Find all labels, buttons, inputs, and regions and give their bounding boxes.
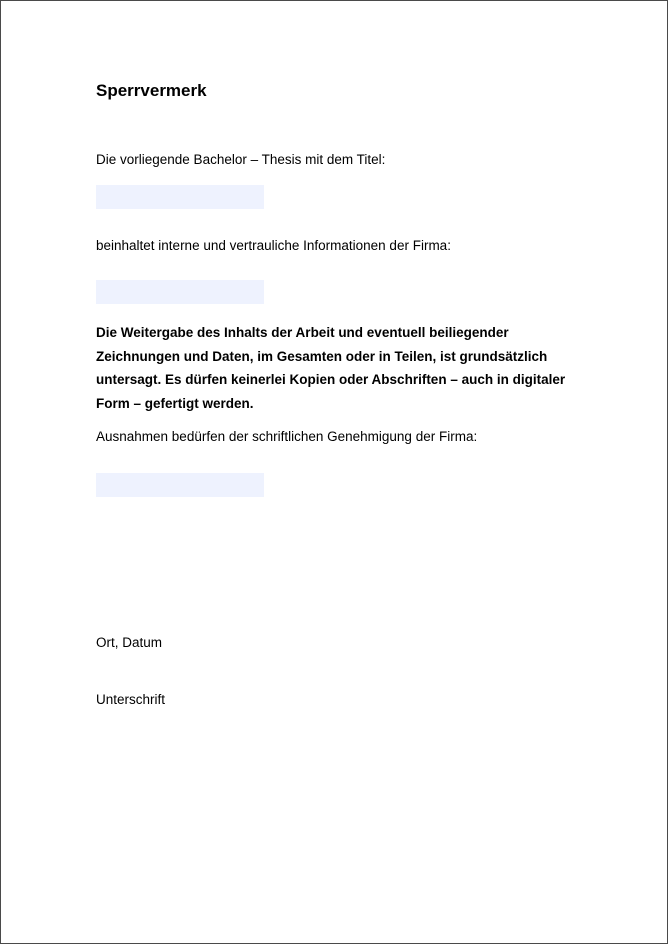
document-title: Sperrvermerk bbox=[96, 81, 207, 100]
intro-text: Die vorliegende Bachelor – Thesis mit dem Titel: bbox=[96, 152, 386, 167]
company-text: beinhaltet interne und vertrauliche Informationen der Firma: bbox=[96, 238, 451, 253]
restriction-paragraph: Die Weitergabe des Inhalts der Arbeit und eventuell beiliegender Zeichnungen und Daten, im Gesamten oder in Teilen, ist grundsätzlich untersagt. Es dürfen keinerlei Kopien oder Abschriften – auch in digitaler Form – gefertigt werden. bbox=[96, 325, 566, 411]
exception-text: Ausnahmen bedürfen der schriftlichen Genehmigung der Firma: bbox=[96, 429, 478, 444]
company-name-field[interactable] bbox=[96, 280, 264, 304]
approving-company-field[interactable] bbox=[96, 473, 264, 497]
signature-label: Unterschrift bbox=[96, 692, 166, 707]
place-date-label: Ort, Datum bbox=[96, 635, 163, 650]
thesis-title-field[interactable] bbox=[96, 185, 264, 209]
